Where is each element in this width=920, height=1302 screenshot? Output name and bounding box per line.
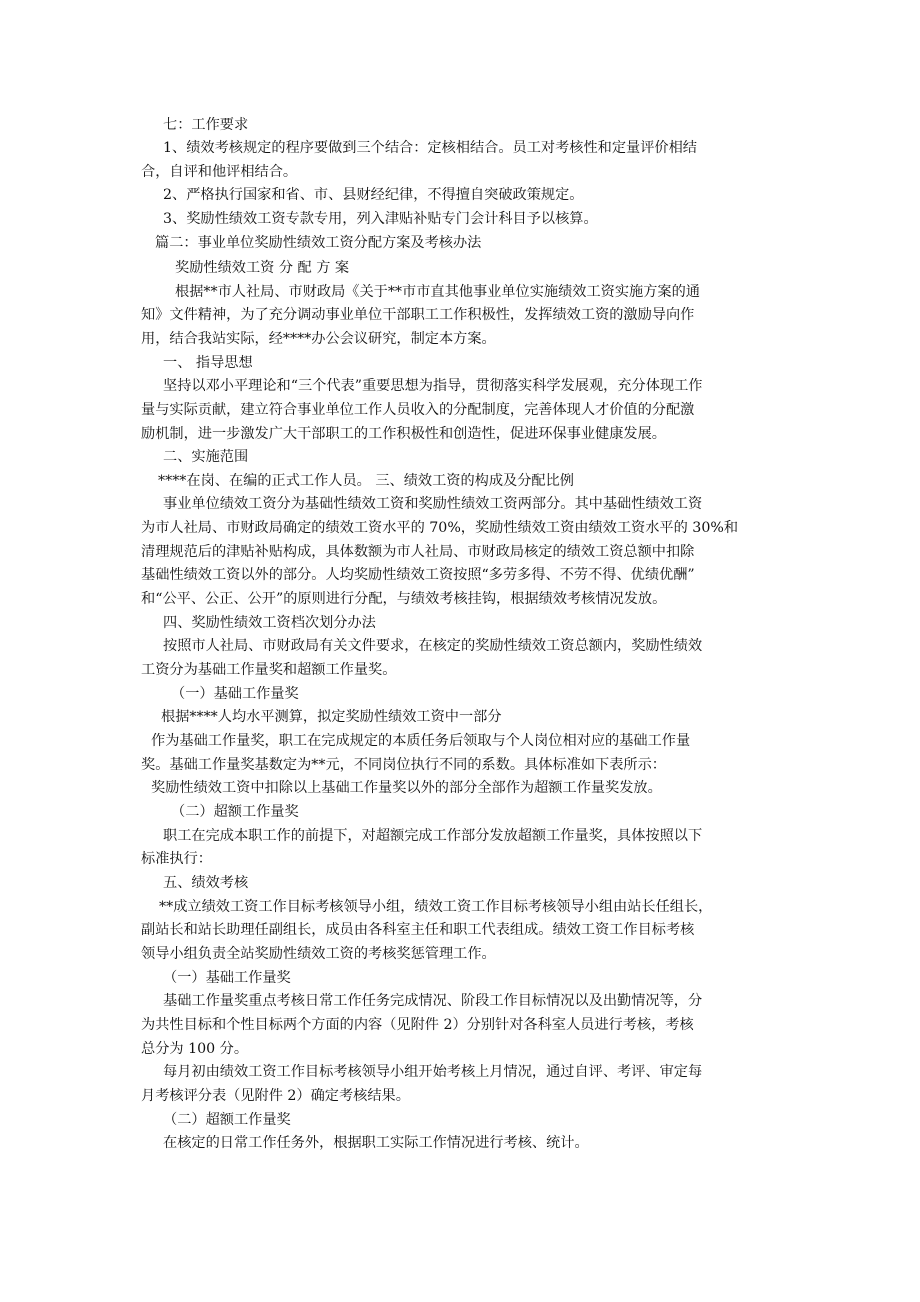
paragraph-line: 每月初由绩效工资工作目标考核领导小组开始考核上月情况，通过自评、考评、审定每 [163,1064,703,1080]
paragraph-line: 知》文件精神，为了充分调动事业单位干部职工工作积极性，发挥绩效工资的激励导向作 [141,307,695,323]
section-heading: 一、 指导思想 [163,355,253,371]
paragraph-line: 3、奖励性绩效工资专款专用，列入津贴补贴专门会计科目予以核算。 [163,211,598,227]
section-heading: 五、绩效考核 [163,875,249,891]
paragraph-line: 总分为 100 分。 [141,1041,249,1057]
paragraph-line: 基础性绩效工资以外的部分。人均奖励性绩效工资按照“多劳多得、不劳不得、优绩优酬” [141,567,695,583]
paragraph-line: 为共性目标和个性目标两个方面的内容（见附件 2）分别针对各科室人员进行考核，考核 [141,1017,694,1033]
plan-title: 奖励性绩效工资 分 配 方 案 [175,260,350,276]
paragraph-line: 工资分为基础工作量奖和超额工作量奖。 [141,662,397,678]
subsection-heading: （二）超额工作量奖 [171,804,299,820]
paragraph-line: 根据****人均水平测算，拟定奖励性绩效工资中一部分 [161,709,502,725]
paragraph-line: 励机制，进一步激发广大干部职工的工作积极性和创造性，促进环保事业健康发展。 [141,426,666,442]
paragraph-line: 在核定的日常工作任务外，根据职工实际工作情况进行考核、统计。 [163,1135,589,1151]
section-heading-work-requirements: 七：工作要求 [163,117,249,133]
paragraph-line: 2、严格执行国家和省、市、县财经纪律，不得擅自突破政策规定。 [163,187,584,203]
paragraph-line: 用，结合我站实际，经****办公会议研究，制定本方案。 [141,331,496,347]
paragraph-line: 职工在完成本职工作的前提下，对超额完成工作部分发放超额工作量奖，具体按照以下 [163,828,703,844]
paragraph-line: **成立绩效工资工作目标考核领导小组，绩效工资工作目标考核领导小组由站长任组长， [159,899,713,915]
paragraph-line: 奖。基础工作量奖基数定为**元，不同岗位执行不同的系数。具体标准如下表所示： [141,757,666,773]
subsection-heading: （一）基础工作量奖 [163,970,291,986]
paragraph-line: 坚持以邓小平理论和“三个代表”重要思想为指导，贯彻落实科学发展观，充分体现工作 [163,378,703,394]
paragraph-line: 为市人社局、市财政局确定的绩效工资水平的 70%，奖励性绩效工资由绩效工资水平的 30%和 [141,520,739,536]
paragraph-line: 根据**市人社局、市财政局《关于**市市直其他事业单位实施绩效工资实施方案的通 [175,284,700,300]
paragraph-line: 作为基础工作量奖，职工在完成规定的本质任务后领取与个人岗位相对应的基础工作量 [151,733,691,749]
section-heading: 二、实施范围 [163,449,249,465]
paragraph-line: 按照市人社局、市财政局有关文件要求，在核定的奖励性绩效工资总额内，奖励性绩效 [163,638,703,654]
paragraph-line: 事业单位绩效工资分为基础性绩效工资和奖励性绩效工资两部分。其中基础性绩效工资 [163,496,703,512]
paragraph-line: 量与实际贡献，建立符合事业单位工作人员收入的分配制度，完善体现人才价值的分配激 [141,402,695,418]
subsection-heading: （二）超额工作量奖 [163,1112,291,1128]
paragraph-line: 和“公平、公正、公开”的原则进行分配，与绩效考核挂钩，根据绩效考核情况发放。 [141,591,667,607]
section-heading: 四、奖励性绩效工资档次划分办法 [163,615,376,631]
paragraph-line: ****在岗、在编的正式工作人员。 三、绩效工资的构成及分配比例 [158,473,574,489]
paragraph-line: 月考核评分表（见附件 2）确定考核结果。 [141,1088,410,1104]
paragraph-line: 奖励性绩效工资中扣除以上基础工作量奖以外的部分全部作为超额工作量奖发放。 [151,780,662,796]
paragraph-line: 清理规范后的津贴补贴构成，具体数额为市人社局、市财政局核定的绩效工资总额中扣除 [141,544,695,560]
paragraph-line: 基础工作量奖重点考核日常工作任务完成情况、阶段工作目标情况以及出勤情况等，分 [163,993,703,1009]
paragraph-line: 合，自评和他评相结合。 [141,164,298,180]
subsection-heading: （一）基础工作量奖 [171,686,299,702]
paragraph-line: 标准执行： [141,851,212,867]
paragraph-line: 领导小组负责全站奖励性绩效工资的考核奖惩管理工作。 [141,946,496,962]
paragraph-line: 1、绩效考核规定的程序要做到三个结合：定核相结合。员工对考核性和定量评价相结 [163,140,697,156]
chapter-title: 篇二：事业单位奖励性绩效工资分配方案及考核办法 [155,235,482,251]
paragraph-line: 副站长和站长助理任副组长，成员由各科室主任和职工代表组成。绩效工资工作目标考核 [141,922,695,938]
